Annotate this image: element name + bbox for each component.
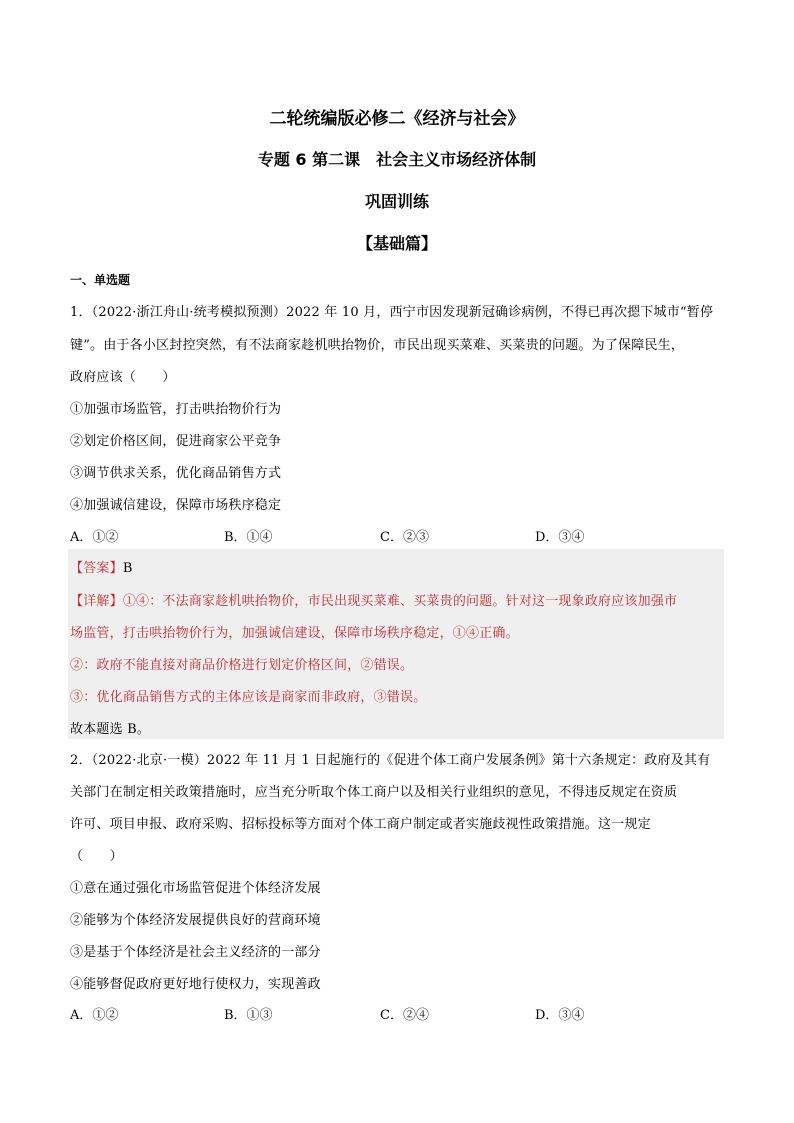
section-heading: 一、单选题 bbox=[70, 273, 131, 287]
detail-text: ①④：不法商家趁机哄抬物价，市民出现买菜难、买菜贵的问题。针对这一现象政府应该加强市 bbox=[122, 594, 678, 609]
q1-statement-2: ②划定价格区间，促进商家公平竞争 bbox=[70, 434, 282, 449]
q1-statement-1: ①加强市场监管，打击哄抬物价行为 bbox=[70, 402, 282, 417]
q1-detail-line: 场监管，打击哄抬物价行为，加强诚信建设，保障市场秩序稳定，①④正确。 bbox=[70, 626, 519, 641]
q1-stem-line: 政府应该（ ） bbox=[70, 370, 176, 385]
level-heading: 【基础篇】 bbox=[356, 234, 437, 253]
q1-detail bbox=[70, 590, 730, 609]
q2-choice-d: D．③④ bbox=[535, 1008, 585, 1023]
q2-statement-4: ④能够督促政府更好地行使权力，实现善政 bbox=[70, 977, 321, 992]
q2-choice-a: A．①② bbox=[70, 1008, 119, 1023]
q2-choice-b: B．①③ bbox=[224, 1008, 273, 1023]
q1-statement-4: ④加强诚信建设，保障市场秩序稳定 bbox=[70, 498, 282, 513]
q2-stem-line: 2．（2022·北京·一模）2022 年 11 月 1 日起施行的《促进个体工商户发展条例》第十六条规定：政府及其有 bbox=[70, 753, 711, 768]
q2-statement-1: ①意在通过强化市场监管促进个体经济发展 bbox=[70, 881, 321, 896]
q1-conclusion: 故本题选 B。 bbox=[70, 722, 151, 737]
document-title: 二轮统编版必修二《经济与社会》 bbox=[269, 109, 525, 129]
q1-detail-line: ②：政府不能直接对商品价格进行划定价格区间，②错误。 bbox=[70, 658, 414, 673]
q2-stem-line: （ ） bbox=[70, 849, 123, 864]
q2-choice-c: C．②④ bbox=[380, 1008, 429, 1023]
q1-choice-d: D．③④ bbox=[535, 530, 585, 545]
q1-choice-c: C．②③ bbox=[380, 530, 429, 545]
q1-choice-b: B．①④ bbox=[224, 530, 273, 545]
q1-choice-a: A．①② bbox=[70, 530, 119, 545]
answer-value: B bbox=[122, 561, 133, 576]
q1-stem-line: 键”。由于各小区封控突然，有不法商家趁机哄抬物价，市民出现买菜难、买菜贵的问题。为了保障民生， bbox=[70, 338, 685, 353]
q1-answer bbox=[70, 557, 730, 576]
q1-statement-3: ③调节供求关系，优化商品销售方式 bbox=[70, 466, 282, 481]
q2-statement-3: ③是基于个体经济是社会主义经济的一部分 bbox=[70, 945, 321, 960]
answer-tag: 【答案】 bbox=[70, 561, 123, 576]
q2-stem-line: 关部门在制定相关政策措施时，应当充分听取个体工商户以及相关行业组织的意见，不得违反规定在资质 bbox=[70, 785, 678, 800]
exercise-heading: 巩固训练 bbox=[364, 192, 429, 211]
q2-stem-line: 许可、项目申报、政府采购、招标投标等方面对个体工商户制定或者实施歧视性政策措施。这一规定 bbox=[70, 817, 651, 832]
q1-detail-line: ③：优化商品销售方式的主体应该是商家而非政府，③错误。 bbox=[70, 690, 427, 705]
document-subtitle: 专题 6 第二课 社会主义市场经济体制 bbox=[257, 150, 537, 169]
q1-stem-line: 1．（2022·浙江舟山·统考模拟预测）2022 年 10 月，西宁市因发现新冠确诊病例，不得已再次摁下城市“暂停 bbox=[70, 305, 714, 320]
detail-tag: 【详解】 bbox=[70, 594, 123, 609]
q1-answer-box bbox=[68, 549, 724, 739]
q2-statement-2: ②能够为个体经济发展提供良好的营商环境 bbox=[70, 913, 321, 928]
